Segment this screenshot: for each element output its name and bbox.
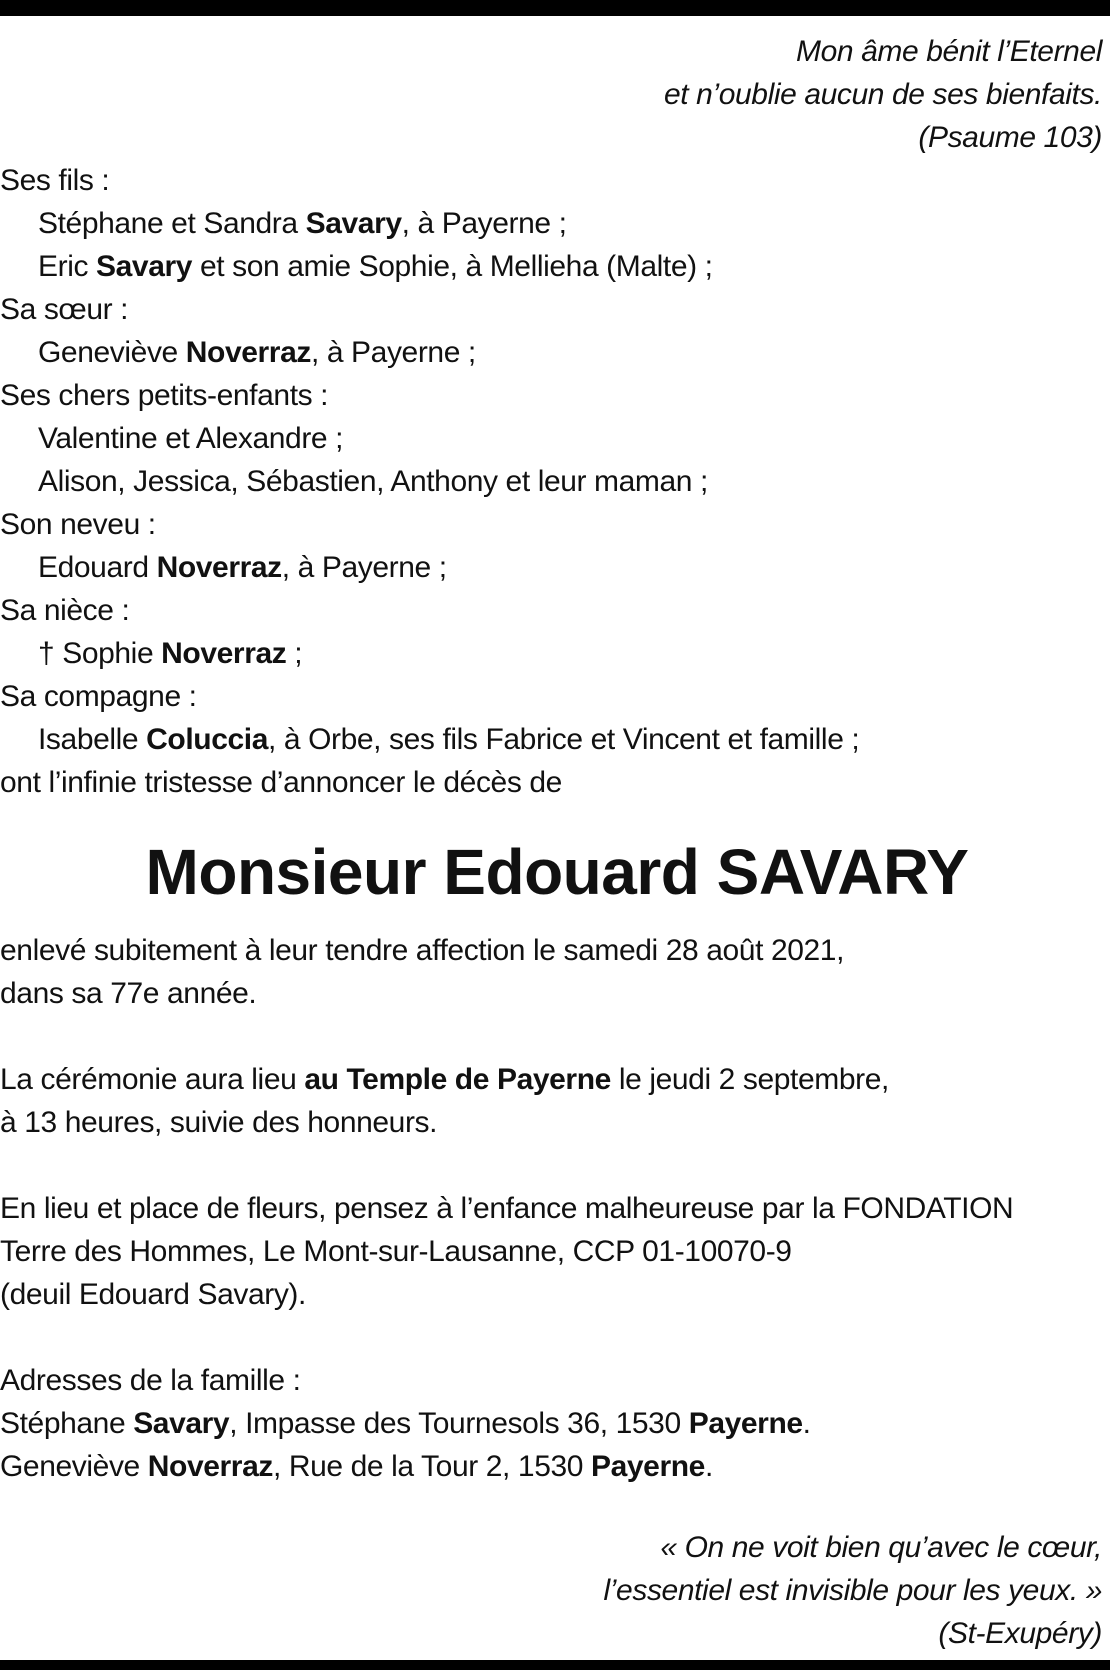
son-1-first: Stéphane et Sandra [38, 207, 306, 240]
sister [0, 331, 1104, 374]
spacer [0, 1316, 1104, 1359]
sister-label: Sa sœur : [0, 293, 129, 326]
quote-author: (St-Exupéry) [938, 1617, 1102, 1650]
bottom-border-rule [0, 1660, 1110, 1670]
address-2-first: Geneviève [0, 1450, 148, 1483]
nephew [0, 546, 1104, 589]
quote-line-2: l’essentiel est invisible pour les yeux. » [603, 1574, 1102, 1607]
partner-surname: Coluccia [146, 723, 268, 756]
quote-line-1: « On ne voit bien qu’avec le cœur, [660, 1531, 1102, 1564]
address-2-end: . [704, 1450, 713, 1483]
ceremony-date: le jeudi 2 septembre, [610, 1063, 889, 1096]
top-border-rule [0, 0, 1110, 16]
son-2 [0, 245, 1104, 288]
verse-citation: (Psaume 103) [918, 121, 1102, 154]
address-2-street: , Rue de la Tour 2, 1530 [272, 1450, 591, 1483]
address-2-surname: Noverraz [147, 1450, 273, 1483]
niece-surname: Noverraz [161, 637, 287, 670]
address-1-end: . [802, 1407, 811, 1440]
sons-label: Ses fils : [0, 164, 110, 197]
niece [0, 632, 1104, 675]
partner-first: Isabelle [38, 723, 147, 756]
sister-surname: Noverraz [185, 336, 311, 369]
spacer [0, 1015, 1104, 1058]
deceased-name: Monsieur Edouard SAVARY [145, 836, 969, 908]
announcement-text: ont l’infinie tristesse d’annoncer le décès de [0, 766, 562, 799]
sister-first: Geneviève [38, 336, 186, 369]
nephew-first: Edouard [38, 551, 157, 584]
son-2-first: Eric [38, 250, 97, 283]
verse-line-1: Mon âme bénit l’Eternel [796, 35, 1102, 68]
ceremony-line-2: à 13 heures, suivie des honneurs. [0, 1106, 438, 1139]
address-2 [0, 1445, 1104, 1488]
ceremony-line-1 [0, 1058, 1104, 1101]
donation-line-3: (deuil Edouard Savary). [0, 1278, 306, 1311]
donation-line-2: Terre des Hommes, Le Mont-sur-Lausanne, CCP 01-10070-9 [0, 1235, 792, 1268]
ceremony-details [0, 1058, 1104, 1144]
niece-first: † Sophie [38, 637, 162, 670]
address-1-surname: Savary [133, 1407, 230, 1440]
spacer [0, 1144, 1104, 1187]
partner-label: Sa compagne : [0, 680, 197, 713]
son-2-surname: Savary [96, 250, 193, 283]
address-1-first: Stéphane [0, 1407, 134, 1440]
niece-label: Sa nièce : [0, 594, 130, 627]
son-2-rest: et son amie Sophie, à Mellieha (Malte) ; [192, 250, 713, 283]
address-1-street: , Impasse des Tournesols 36, 1530 [229, 1407, 689, 1440]
death-details [0, 929, 1104, 1015]
son-1-rest: , à Payerne ; [401, 207, 567, 240]
donation-line-1: En lieu et place de fleurs, pensez à l’enfance malheureuse par la FONDATION [0, 1192, 1014, 1225]
family-list [0, 159, 1104, 804]
sister-rest: , à Payerne ; [310, 336, 476, 369]
death-line-2: dans sa 77e année. [0, 977, 257, 1010]
son-1-surname: Savary [305, 207, 402, 240]
grandchildren-line-1: Valentine et Alexandre ; [38, 422, 344, 455]
address-1-city: Payerne [688, 1407, 803, 1440]
addresses-label: Adresses de la famille : [0, 1364, 301, 1397]
verse-line-2: et n’oublie aucun de ses bienfaits. [664, 78, 1102, 111]
ceremony-place: au Temple de Payerne [304, 1063, 611, 1096]
closing-quote [0, 1526, 1104, 1655]
donation-details [0, 1187, 1104, 1316]
nephew-label: Son neveu : [0, 508, 156, 541]
niece-rest: ; [286, 637, 303, 670]
grandchildren-line-2: Alison, Jessica, Sébastien, Anthony et leur maman ; [38, 465, 708, 498]
death-line-1: enlevé subitement à leur tendre affection le samedi 28 août 2021, [0, 934, 845, 967]
nephew-rest: , à Payerne ; [281, 551, 447, 584]
obituary-notice [0, 30, 1104, 1655]
nephew-surname: Noverraz [156, 551, 282, 584]
grandchildren-label: Ses chers petits-enfants : [0, 379, 329, 412]
opening-verse [0, 30, 1104, 159]
partner-rest: , à Orbe, ses fils Fabrice et Vincent et famille ; [267, 723, 860, 756]
address-1 [0, 1402, 1104, 1445]
ceremony-pre: La cérémonie aura lieu [0, 1063, 305, 1096]
address-2-city: Payerne [590, 1450, 705, 1483]
family-addresses [0, 1359, 1104, 1488]
partner [0, 718, 1104, 761]
son-1 [0, 202, 1104, 245]
